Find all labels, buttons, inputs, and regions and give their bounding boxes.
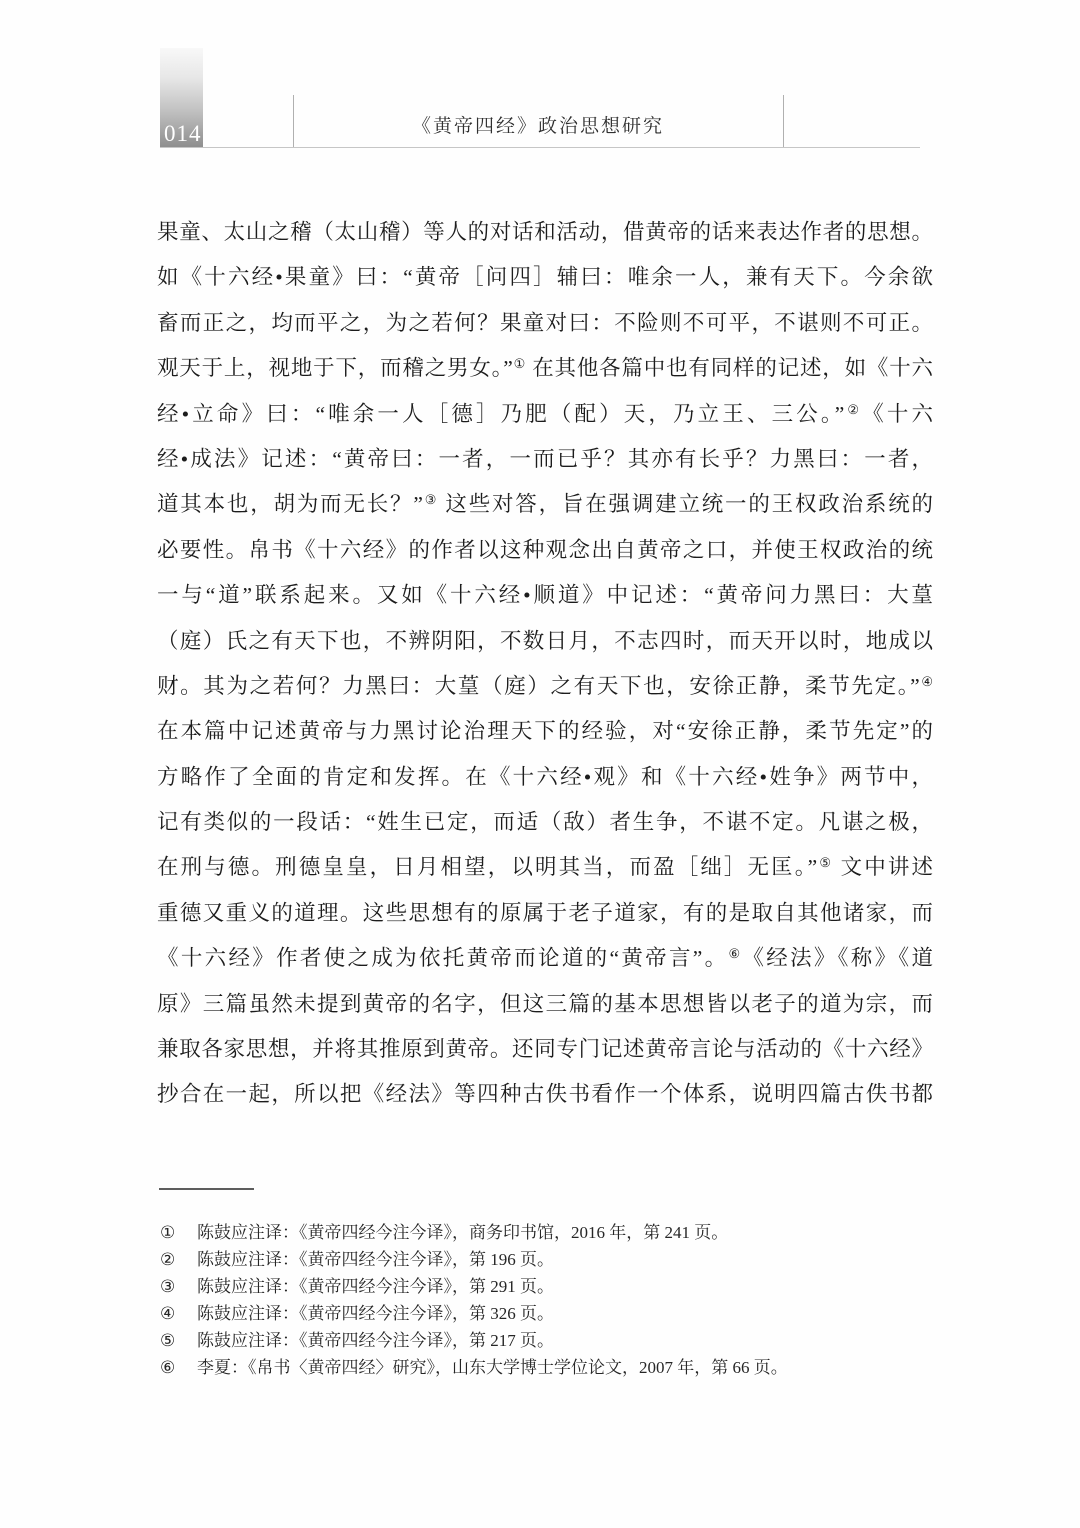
header-rule	[160, 147, 920, 148]
body-line: 记有类似的一段话：“姓生已定，而适（敌）者生争，不谌不定。凡谌之极，	[157, 810, 933, 835]
footnote-item	[160, 1354, 936, 1381]
body-line: 必要性。帛书《十六经》的作者以这种观念出自黄帝之口，并使王权政治的统	[157, 537, 933, 562]
footnote-text: 陈鼓应注译：《黄帝四经今注今译》，第 291 页。	[197, 1277, 554, 1296]
footnote-marker: ⑤	[160, 1331, 176, 1350]
footnote-item	[160, 1327, 936, 1354]
footnote-text: 陈鼓应注译：《黄帝四经今注今译》，第 326 页。	[197, 1304, 554, 1323]
body-line: 观天于上，视地于下，而稽之男女。”① 在其他各篇中也有同样的记述，如《十六	[157, 356, 934, 381]
body-line: 《十六经》作者使之成为依托黄帝而论道的“黄帝言”。⑥《经法》《称》《道	[157, 946, 933, 971]
body-line: 经•成法》记述：“黄帝曰：一者，一而已乎？其亦有长乎？力黑曰：一者，	[157, 446, 933, 471]
body-line: 在本篇中记述黄帝与力黑讨论治理天下的经验，对“安徐正静，柔节先定”的	[157, 719, 933, 744]
footnote-marker: ⑥	[160, 1358, 176, 1377]
footnote-item	[160, 1273, 936, 1300]
body-line: 一与“道”联系起来。又如《十六经•顺道》中记述：“黄帝问力黑曰：大葟	[157, 583, 933, 608]
footnote-marker: ②	[160, 1250, 176, 1269]
footnote-item	[160, 1246, 936, 1273]
body-line: 财。其为之若何？力黑曰：大葟（庭）之有天下也，安徐正静，柔节先定。”④	[157, 673, 934, 698]
footnote-marker: ①	[160, 1223, 176, 1242]
footnote-marker: ③	[160, 1277, 176, 1296]
body-line: （庭）氏之有天下也，不辨阴阳，不数日月，不志四时，而天开以时，地成以	[157, 628, 933, 653]
body-line: 兼取各家思想，并将其推原到黄帝。还同专门记述黄帝言论与活动的《十六经》	[157, 1037, 933, 1062]
footnote-marker: ④	[160, 1304, 176, 1323]
body-line: 在刑与德。刑德皇皇，日月相望，以明其当，而盈［绌］无匡。”⑤ 文中讲述	[157, 855, 933, 880]
footnote-text: 陈鼓应注译：《黄帝四经今注今译》，商务印书馆，2016 年，第 241 页。	[197, 1223, 729, 1242]
body-line: 经•立命》曰：“唯余一人［德］乃肥（配）天，乃立王、三公。”②《十六	[157, 401, 933, 426]
header-tick-right	[783, 95, 784, 147]
body-line: 方略作了全面的肯定和发挥。在《十六经•观》和《十六经•姓争》两节中，	[157, 764, 933, 789]
footnote-text: 李夏：《帛书〈黄帝四经〉研究》，山东大学博士学位论文，2007 年，第 66 页。	[197, 1358, 788, 1377]
body-line: 果童、太山之稽（太山稽）等人的对话和活动，借黄帝的话来表达作者的思想。	[157, 220, 933, 244]
page-number: 014	[164, 121, 202, 146]
footnotes	[160, 1219, 936, 1381]
body-line: 如《十六经•果童》曰：“黄帝［问四］辅曰：唯余一人，兼有天下。今余欲	[157, 265, 933, 290]
footnote-divider	[159, 1188, 254, 1190]
body-text	[157, 210, 933, 1118]
book-title: 《黄帝四经》政治思想研究	[411, 116, 664, 137]
footnote-text: 陈鼓应注译：《黄帝四经今注今译》，第 196 页。	[197, 1250, 554, 1269]
body-line: 重德又重义的道理。这些思想有的原属于老子道家，有的是取自其他诸家，而	[157, 900, 933, 925]
body-line: 畜而正之，均而平之，为之若何？果童对曰：不险则不可平，不谌则不可正。	[157, 310, 933, 335]
body-line: 道其本也，胡为而无长？”③ 这些对答，旨在强调建立统一的王权政治系统的	[157, 492, 934, 517]
page-number-bar	[160, 48, 203, 148]
body-line: 原》三篇虽然未提到黄帝的名字，但这三篇的基本思想皆以老子的道为宗，而	[157, 991, 933, 1016]
footnote-text: 陈鼓应注译：《黄帝四经今注今译》，第 217 页。	[197, 1331, 554, 1350]
footnote-item	[160, 1300, 936, 1327]
body-line: 抄合在一起，所以把《经法》等四种古佚书看作一个体系，说明四篇古佚书都	[157, 1082, 933, 1107]
footnote-item	[160, 1219, 936, 1246]
